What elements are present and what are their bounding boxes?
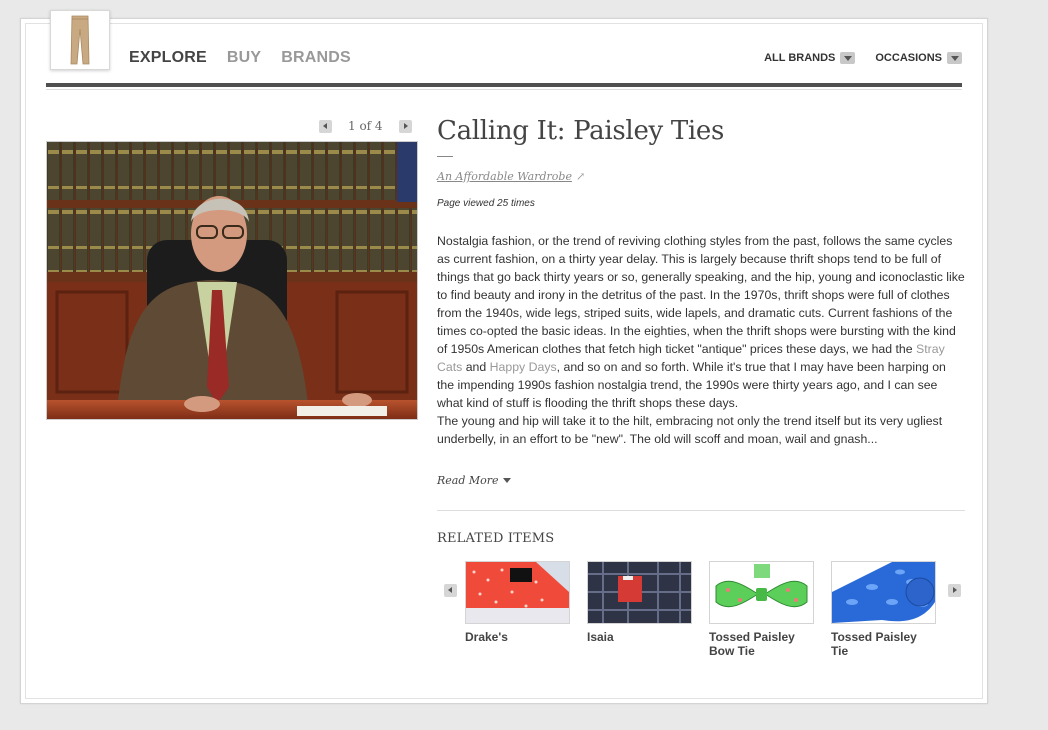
main-nav bbox=[129, 49, 351, 67]
stray-cats-link[interactable]: Stray Cats bbox=[437, 342, 945, 374]
related-item-label: Isaia bbox=[587, 630, 614, 644]
related-item-label: Tossed Paisley Bow Tie bbox=[709, 630, 795, 658]
nav-buy[interactable]: BUY bbox=[226, 49, 262, 66]
chevron-down-icon bbox=[947, 52, 962, 64]
header-divider-thin bbox=[46, 89, 962, 90]
chevron-down-icon bbox=[840, 52, 855, 64]
paragraph-text: , and so on and so forth. While it's true that I may have been harping on the impending 1990s fashion nostalgia trend, the 1990s were thirty years ago, and I can see what kind of stuff is flooding the thrift shops these days. bbox=[437, 360, 946, 410]
site-logo[interactable] bbox=[50, 10, 110, 70]
nav-explore[interactable]: EXPLORE bbox=[129, 49, 207, 66]
filter-bar bbox=[764, 52, 962, 64]
section-divider bbox=[437, 510, 965, 511]
image-pager bbox=[319, 119, 412, 133]
paragraph-text: and bbox=[462, 360, 490, 374]
related-item-label: Drake's bbox=[465, 630, 508, 644]
article-paragraph bbox=[437, 232, 965, 412]
all-brands-dropdown[interactable] bbox=[764, 52, 855, 64]
related-item-image bbox=[831, 561, 936, 624]
occasions-label: OCCASIONS bbox=[875, 52, 942, 64]
chevron-down-icon bbox=[503, 478, 511, 483]
nav-brands[interactable]: BRANDS bbox=[281, 49, 351, 66]
content-card bbox=[20, 18, 988, 704]
article-photo bbox=[46, 141, 418, 420]
header-divider bbox=[46, 83, 962, 87]
article-body bbox=[437, 232, 965, 448]
article-title: Calling It: Paisley Ties bbox=[437, 116, 725, 146]
related-item-label: Tossed Paisley Tie bbox=[831, 630, 917, 658]
read-more-button[interactable] bbox=[437, 474, 511, 487]
related-item-image bbox=[709, 561, 814, 624]
external-link-icon: ↗ bbox=[575, 170, 586, 183]
related-item-image bbox=[465, 561, 570, 624]
content-card-inner bbox=[25, 23, 983, 699]
source-link-label: An Affordable Wardrobe bbox=[437, 170, 572, 183]
pants-icon bbox=[69, 15, 91, 65]
previous-image-button[interactable] bbox=[319, 120, 332, 133]
article-paragraph: The young and hip will take it to the hilt, embracing not only the trend itself but its very ugliest underbelly, in an effort to be "new". The old will scoff and moan, wail and gnash... bbox=[437, 414, 943, 446]
related-item-isaia[interactable] bbox=[587, 561, 692, 644]
related-items-heading: RELATED ITEMS bbox=[437, 531, 555, 546]
related-item-image bbox=[587, 561, 692, 624]
image-count: 1 of 4 bbox=[348, 119, 383, 133]
occasions-dropdown[interactable] bbox=[875, 52, 962, 64]
happy-days-link[interactable]: Happy Days bbox=[489, 360, 557, 374]
all-brands-label: ALL BRANDS bbox=[764, 52, 836, 64]
related-next-button[interactable] bbox=[948, 584, 961, 597]
next-image-button[interactable] bbox=[399, 120, 412, 133]
paragraph-text: Nostalgia fashion, or the trend of reviving clothing styles from the past, follows the same cycles as current fashion, on a thirty year delay. This is largely because thrift shops tend to be full of things that go back thirty years or so, generally speaking, and the hip, young and iconoclastic like to find beauty and irony in the detritus of the past. In the 1970s, thrift shops were full of clothes from the 1940s, wide legs, striped suits, wide lapels, and dramatic cuts. Current fashions of the times co-opted the basic ideas. In the eighties, when the thrift shops were bursting with the kind of 1950s American clothes that fetch high ticket "antique" prices these days, we had the bbox=[437, 234, 965, 356]
title-underline bbox=[437, 156, 453, 157]
read-more-label: Read More bbox=[437, 474, 499, 487]
related-item-drakes[interactable] bbox=[465, 561, 570, 644]
related-item-bow-tie[interactable] bbox=[709, 561, 814, 658]
related-item-paisley-tie[interactable] bbox=[831, 561, 936, 658]
view-count: Page viewed 25 times bbox=[437, 198, 535, 209]
related-previous-button[interactable] bbox=[444, 584, 457, 597]
source-link[interactable] bbox=[437, 170, 585, 183]
